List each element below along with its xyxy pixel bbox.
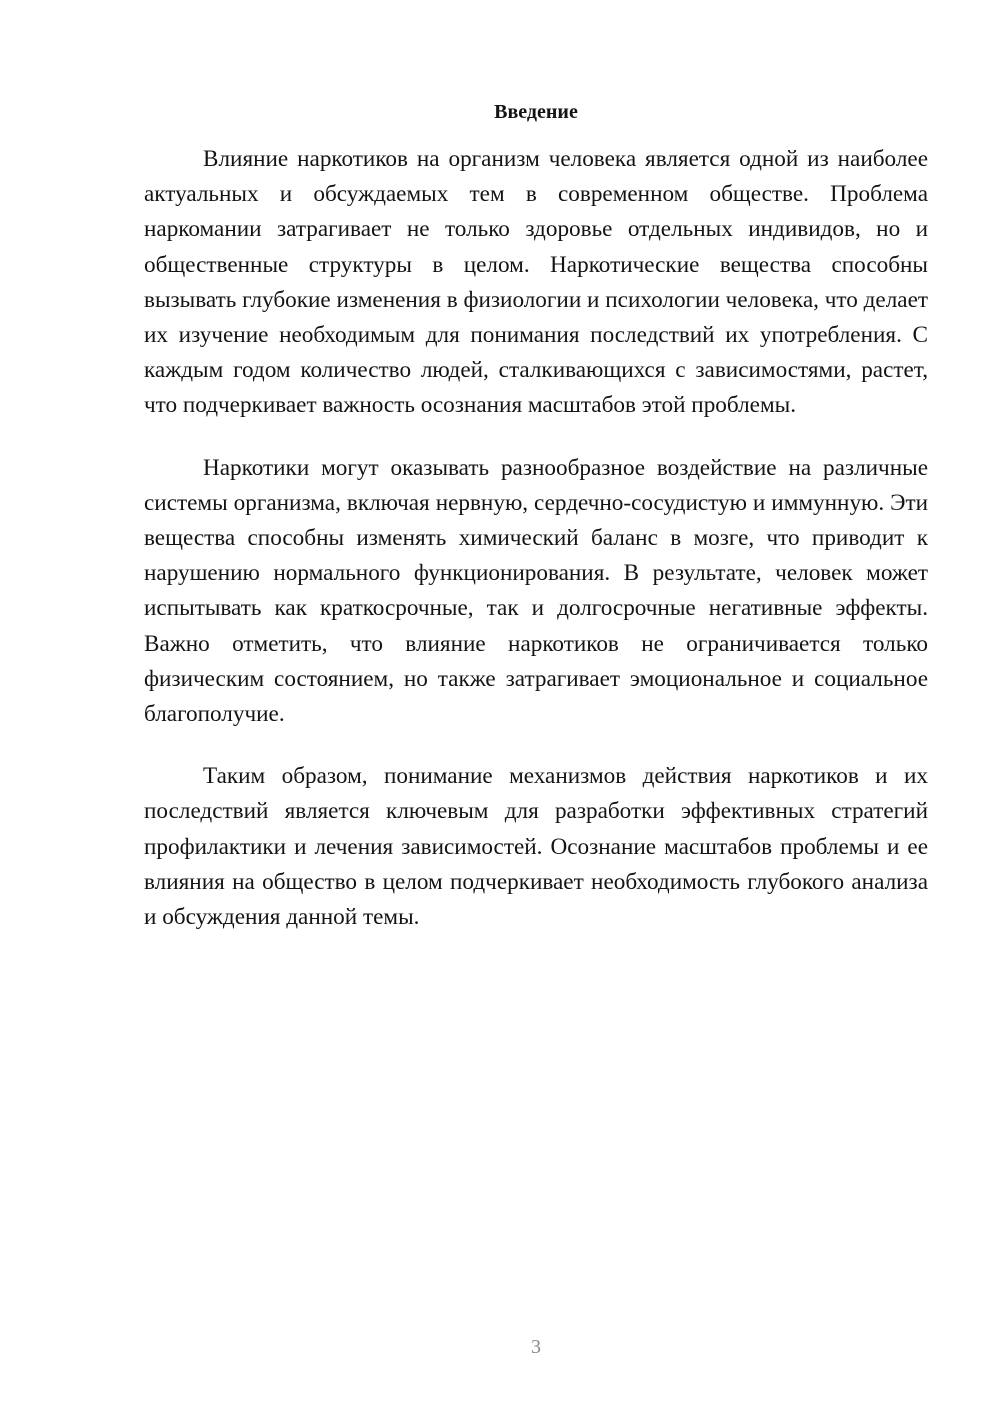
paragraph-1: Влияние наркотиков на организм человека является одной из наиболее актуальных и обсуждаемых тем в современном обществе. Проблема наркомании затрагивает не только здоровье отдельных индивидов, но и общественные структуры в целом. Наркотические вещества способны вызывать глубокие изменения в физиологии и психологии человека, что делает их изучение необходимым для понимания последствий их употребления. С каждым годом количество людей, сталкивающихся с зависимостями, растет, что подчеркивает важность осознания масштабов этой проблемы. (144, 146, 928, 419)
page-number: 3 (531, 1336, 541, 1358)
body-text (144, 142, 928, 962)
paragraph-3: Таким образом, понимание механизмов действия наркотиков и их последствий является ключевым для разработки эффективных стратегий профилактики и лечения зависимостей. Осознание масштабов проблемы и ее влияния на общество в целом подчеркивает необходимость глубокого анализа и обсуждения данной темы. (144, 763, 928, 931)
section-title: Введение (494, 101, 578, 123)
paragraph-2: Наркотики могут оказывать разнообразное воздействие на различные системы организма, включая нервную, сердечно-сосудистую и иммунную. Эти вещества способны изменять химический баланс в мозге, что приводит к нарушению нормального функционирования. В результате, человек может испытывать как краткосрочные, так и долгосрочные негативные эффекты. Важно отметить, что влияние наркотиков не ограничивается только физическим состоянием, но также затрагивает эмоциональное и социальное благополучие. (144, 454, 928, 728)
